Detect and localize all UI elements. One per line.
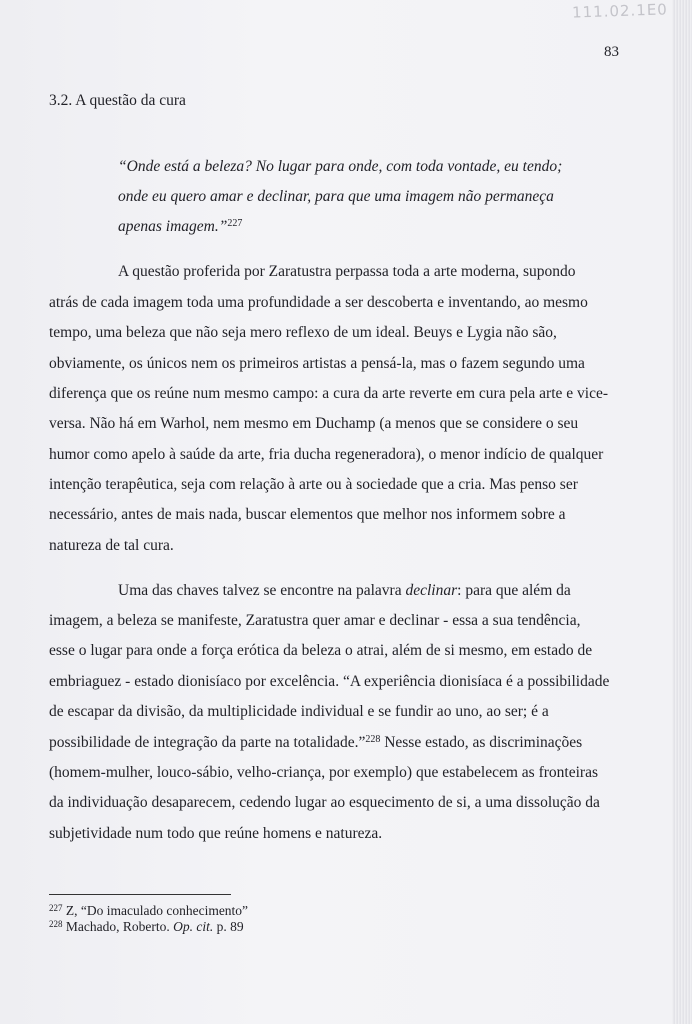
paragraph-1-line: atrás de cada imagem toda uma profundidade a ser descoberta e inventando, ao mesmo <box>49 294 588 311</box>
page-number: 83 <box>604 44 619 60</box>
paragraph-2-line: esse o lugar para onde a força erótica da beleza o atrai, além de si mesmo, em estado de <box>49 642 593 659</box>
footnote-text: Machado, Roberto. <box>65 919 174 934</box>
footnote-ref-227: 227 <box>227 218 243 229</box>
footnote-text: p. 89 <box>213 919 244 934</box>
paragraph-2-line <box>118 582 571 600</box>
paragraph-1-line: intenção terapêutica, seja com relação à arte ou à sociedade que a cria. Mas penso ser <box>49 476 578 493</box>
footnote-emphasis: Op. cit. <box>173 919 214 934</box>
text-span: possibilidade de integração da parte na totalidade.” <box>49 734 366 751</box>
paragraph-1-line: necessário, antes de mais nada, buscar elementos que melhor nos informem sobre a <box>49 506 566 523</box>
paragraph-1-line: versa. Não há em Warhol, nem mesmo em Duchamp (a menos que se considere o seu <box>49 415 579 432</box>
paragraph-1-line: obviamente, os únicos nem os primeiros artistas a pensá-la, mas o fazem segundo uma <box>49 355 585 372</box>
footnote-228 <box>49 919 244 935</box>
paragraph-2-line: imagem, a beleza se manifeste, Zaratustra quer amar e declinar - essa a sua tendência, <box>49 612 581 629</box>
epigraph-text: “Onde está a beleza? No lugar para onde, com toda vontade, eu tendo; onde eu quero amar e declinar, para que uma imagem não permaneça apenas imagem.” <box>118 158 563 235</box>
epigraph-quote <box>118 152 588 242</box>
handwritten-margin-note: 111.02.1E0 <box>571 0 669 22</box>
footnote-number: 228 <box>49 919 63 929</box>
footnote-text: Z, “Do imaculado conhecimento” <box>65 903 249 918</box>
paragraph-1-line: A questão proferida por Zaratustra perpassa toda a arte moderna, supondo <box>118 263 576 280</box>
footnote-divider <box>49 894 231 895</box>
paragraph-1-line: humor como apelo à saúde da arte, fria ducha regeneradora), o menor indício de qualquer <box>49 446 604 463</box>
paragraph-2-line <box>49 734 582 752</box>
paragraph-1-line: diferença que os reúne num mesmo campo: a cura da arte reverte em cura pela arte e vice- <box>49 385 608 402</box>
paragraph-2-line: embriaguez - estado dionisíaco por excelência. “A experiência dionisíaca é a possibilidade <box>49 673 610 690</box>
footnote-ref-228: 228 <box>365 734 381 745</box>
emphasized-word: declinar <box>405 582 458 599</box>
paragraph-2-line: da individuação desaparecem, cedendo lugar ao esquecimento de si, a uma dissolução da <box>49 794 600 811</box>
footnote-227 <box>49 903 248 919</box>
paragraph-2-line: subjetividade num todo que reúne homens e natureza. <box>49 825 383 842</box>
book-page-edges <box>672 0 692 1024</box>
section-heading: 3.2. A questão da cura <box>49 92 186 109</box>
footnote-number: 227 <box>49 903 63 913</box>
paragraph-2-line: (homem-mulher, louco-sábio, velho-criança, por exemplo) que estabelecem as fronteiras <box>49 764 598 781</box>
text-span: Uma das chaves talvez se encontre na palavra <box>118 582 402 599</box>
paragraph-1-line: tempo, uma beleza que não seja mero reflexo de um ideal. Beuys e Lygia não são, <box>49 324 557 341</box>
paragraph-2-line: de escapar da divisão, da multiplicidade individual e se fundir ao uno, ao ser; é a <box>49 703 549 720</box>
text-span: : para que além da <box>457 582 571 599</box>
paragraph-1-line: natureza de tal cura. <box>49 537 174 554</box>
text-span: Nesse estado, as discriminações <box>380 734 583 751</box>
